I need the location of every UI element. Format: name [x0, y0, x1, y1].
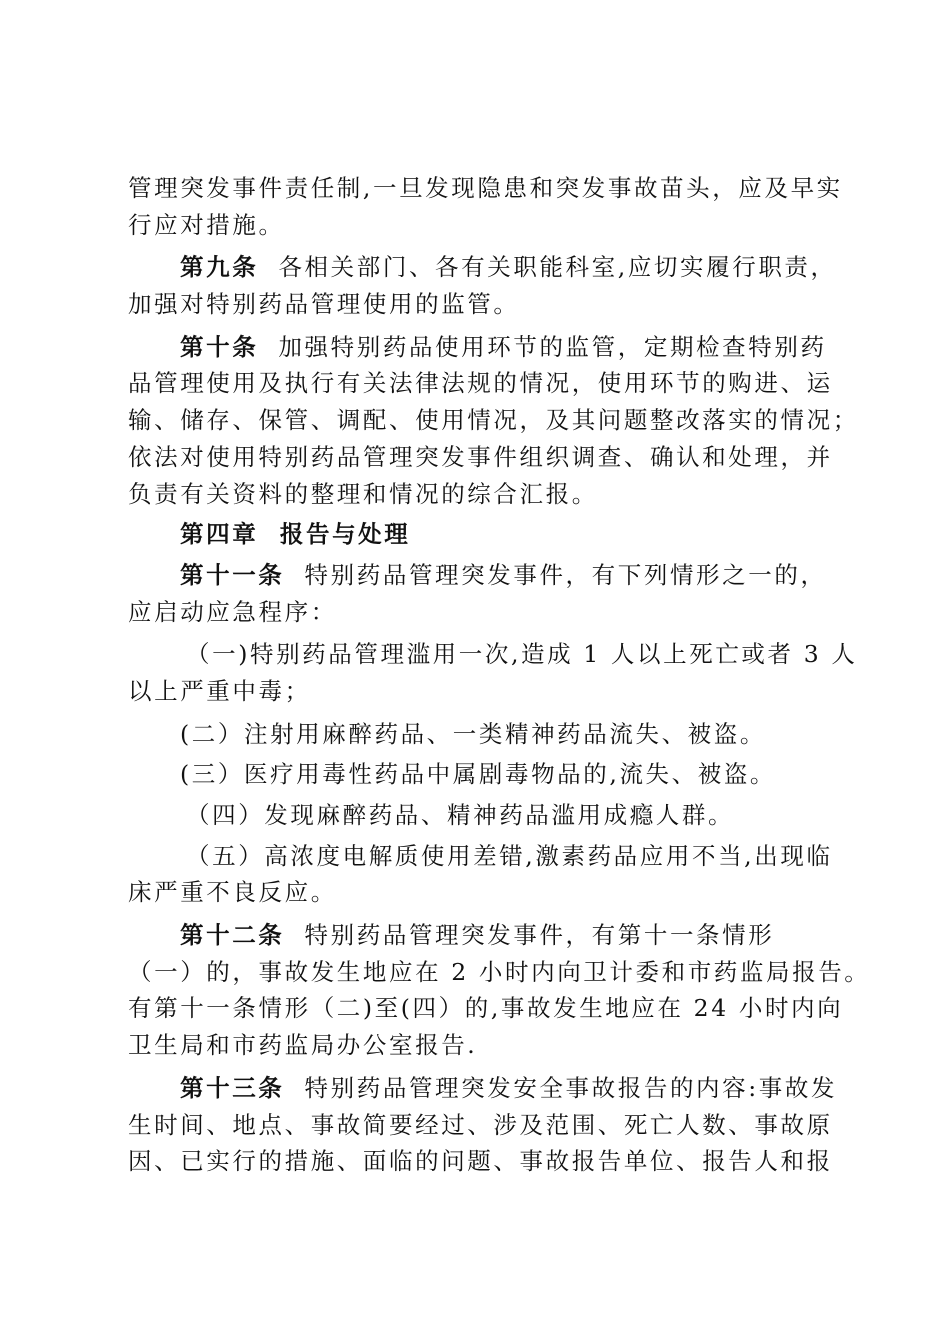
text-line [128, 1107, 834, 1144]
text-line [128, 594, 834, 631]
text-line [128, 716, 834, 753]
article-heading: 第四章 报告与处理 [180, 520, 411, 549]
text-line [128, 249, 837, 286]
body-text: 生时间、地点、事故简要经过、涉及范围、死亡人数、事故原 [128, 1110, 833, 1139]
body-text: 各相关部门、各有关职能科室,应切实履行职责， [258, 253, 837, 282]
body-text: 行应对措施。 [128, 210, 285, 239]
body-text: （五）高浓度电解质使用差错,激素药品应用不当,出现临 [186, 841, 833, 870]
text-line [128, 954, 871, 991]
text-line [128, 917, 834, 954]
text-line [128, 874, 834, 911]
body-text: 有第十一条情形（二)至(四）的,事故发生地应在 24 小时内向 [128, 994, 844, 1023]
body-text: 加强对特别药品管理使用的监管。 [128, 290, 520, 319]
article-heading: 第十条 [180, 332, 259, 361]
text-line [128, 286, 834, 323]
body-text: 品管理使用及执行有关法律法规的情况，使用环节的购进、运 [128, 369, 833, 398]
body-text: 特别药品管理突发安全事故报告的内容:事故发 [284, 1073, 838, 1102]
text-line [128, 516, 834, 553]
text-line [128, 170, 843, 207]
body-text: 特别药品管理突发事件，有下列情形之一的， [284, 560, 827, 589]
body-text: （一）的，事故发生地应在 2 小时内向卫计委和市药监局报告。 [128, 957, 871, 986]
body-text: 床严重不良反应。 [128, 878, 337, 907]
text-line [128, 636, 858, 673]
body-text: （四）发现麻醉药品、精神药品滥用成瘾人群。 [186, 801, 735, 829]
text-line [128, 1070, 838, 1107]
text-line [128, 476, 834, 513]
article-heading: 第十一条 [180, 560, 285, 589]
body-text: 以上严重中毒； [128, 676, 311, 705]
article-heading: 第十三条 [180, 1073, 285, 1102]
text-line [128, 439, 834, 476]
text-line [128, 1143, 834, 1180]
body-text: 输、储存、保管、调配、使用情况，及其问题整改落实的情况； [128, 406, 859, 435]
text-line [128, 838, 834, 875]
body-text: （一)特别药品管理滥用一次,造成 1 人以上死亡或者 3 人 [186, 640, 858, 669]
article-heading: 第十二条 [180, 921, 285, 950]
body-text: 管理突发事件责任制,一旦发现隐患和突发事故苗头，应及早实 [128, 174, 843, 202]
article-heading: 第九条 [180, 253, 259, 282]
body-text: 依法对使用特别药品管理突发事件组织调查、确认和处理，并 [128, 442, 833, 471]
text-line [128, 402, 859, 439]
text-line [128, 797, 834, 834]
body-text: 负责有关资料的整理和情况的综合汇报。 [128, 479, 598, 508]
body-text: (三）医疗用毒性药品中属剧毒物品的,流失、被盗。 [180, 760, 777, 789]
text-line [128, 557, 834, 594]
document-page [128, 170, 871, 1180]
text-line [128, 673, 834, 710]
text-line [128, 207, 834, 244]
body-text: 卫生局和市药监局办公室报告. [128, 1031, 478, 1060]
text-line [128, 756, 834, 793]
text-line [128, 990, 844, 1027]
body-text: 特别药品管理突发事件，有第十一条情形 [284, 921, 775, 950]
body-text: (二）注射用麻醉药品、一类精神药品流失、被盗。 [180, 719, 766, 748]
body-text: 加强特别药品使用环节的监管，定期检查特别药 [258, 332, 827, 361]
text-line [128, 365, 834, 402]
text-line [128, 329, 834, 366]
body-text: 因、已实行的措施、面临的问题、事故报告单位、报告人和报 [128, 1147, 833, 1176]
text-line [128, 1027, 834, 1064]
body-text: 应启动应急程序： [128, 597, 337, 626]
